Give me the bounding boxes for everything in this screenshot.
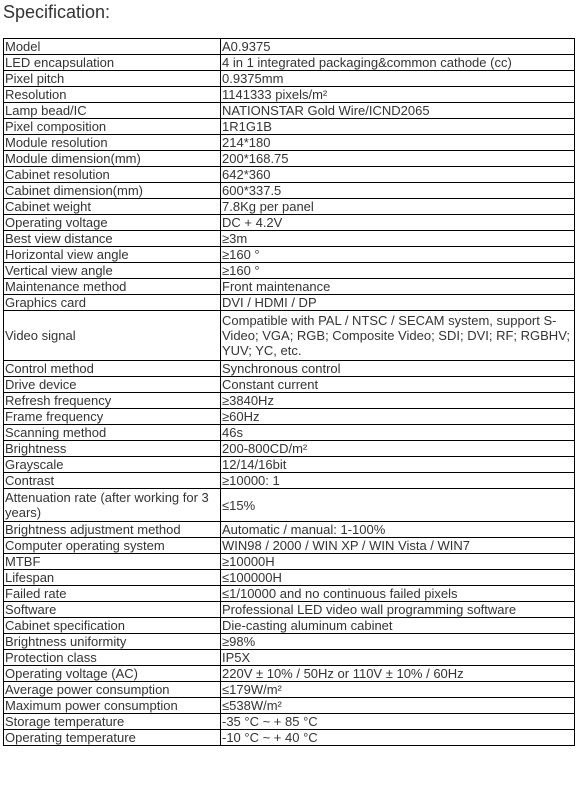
spec-value-cell: -35 °C ~ + 85 °C xyxy=(221,714,575,730)
spec-label-cell: Software xyxy=(4,602,221,618)
table-row xyxy=(4,151,575,167)
spec-value-cell: ≥160 ° xyxy=(221,263,575,279)
table-row xyxy=(4,87,575,103)
spec-label-cell: Drive device xyxy=(4,377,221,393)
specification-table xyxy=(3,38,575,746)
table-row xyxy=(4,666,575,682)
spec-value-cell: ≤15% xyxy=(221,489,575,522)
table-row xyxy=(4,167,575,183)
table-row xyxy=(4,119,575,135)
spec-value-cell: ≤1/10000 and no continuous failed pixels xyxy=(221,586,575,602)
spec-value-cell: ≤538W/m² xyxy=(221,698,575,714)
table-row xyxy=(4,199,575,215)
spec-value-cell: Die-casting aluminum cabinet xyxy=(221,618,575,634)
spec-label-cell: Refresh frequency xyxy=(4,393,221,409)
spec-label-cell: Cabinet weight xyxy=(4,199,221,215)
table-row xyxy=(4,311,575,361)
spec-value-cell: ≥10000: 1 xyxy=(221,473,575,489)
table-row xyxy=(4,730,575,746)
spec-value-cell: ≥160 ° xyxy=(221,247,575,263)
spec-label-cell: Control method xyxy=(4,361,221,377)
spec-value-cell: DC + 4.2V xyxy=(221,215,575,231)
spec-label-cell: LED encapsulation xyxy=(4,55,221,71)
spec-label-cell: Frame frequency xyxy=(4,409,221,425)
spec-value-cell: Constant current xyxy=(221,377,575,393)
table-row xyxy=(4,634,575,650)
spec-label-cell: Module dimension(mm) xyxy=(4,151,221,167)
spec-label-cell: Operating voltage xyxy=(4,215,221,231)
spec-value-cell: ≤179W/m² xyxy=(221,682,575,698)
spec-value-cell: ≥60Hz xyxy=(221,409,575,425)
spec-value-cell: A0.9375 xyxy=(221,39,575,55)
spec-value-cell: 214*180 xyxy=(221,135,575,151)
spec-label-cell: Maintenance method xyxy=(4,279,221,295)
spec-label-cell: Model xyxy=(4,39,221,55)
spec-value-cell: ≥3m xyxy=(221,231,575,247)
spec-label-cell: Attenuation rate (after working for 3 years) xyxy=(4,489,221,522)
specification-table-body xyxy=(4,39,575,746)
table-row xyxy=(4,522,575,538)
spec-value-cell: 4 in 1 integrated packaging&common cathode (cc) xyxy=(221,55,575,71)
table-row xyxy=(4,602,575,618)
table-row xyxy=(4,361,575,377)
spec-value-cell: 600*337.5 xyxy=(221,183,575,199)
spec-value-cell: 200*168.75 xyxy=(221,151,575,167)
table-row xyxy=(4,538,575,554)
spec-value-cell: 12/14/16bit xyxy=(221,457,575,473)
spec-value-cell: Front maintenance xyxy=(221,279,575,295)
spec-value-cell: Automatic / manual: 1-100% xyxy=(221,522,575,538)
spec-label-cell: Module resolution xyxy=(4,135,221,151)
table-row xyxy=(4,377,575,393)
spec-label-cell: Video signal xyxy=(4,311,221,361)
spec-label-cell: Maximum power consumption xyxy=(4,698,221,714)
table-row xyxy=(4,457,575,473)
spec-label-cell: Cabinet specification xyxy=(4,618,221,634)
spec-label-cell: MTBF xyxy=(4,554,221,570)
spec-value-cell: 7.8Kg per panel xyxy=(221,199,575,215)
table-row xyxy=(4,295,575,311)
spec-label-cell: Scanning method xyxy=(4,425,221,441)
table-row xyxy=(4,618,575,634)
table-row xyxy=(4,473,575,489)
spec-value-cell: ≥98% xyxy=(221,634,575,650)
spec-value-cell: 220V ± 10% / 50Hz or 110V ± 10% / 60Hz xyxy=(221,666,575,682)
spec-value-cell: ≥3840Hz xyxy=(221,393,575,409)
table-row xyxy=(4,279,575,295)
spec-value-cell: WIN98 / 2000 / WIN XP / WIN Vista / WIN7 xyxy=(221,538,575,554)
spec-label-cell: Graphics card xyxy=(4,295,221,311)
table-row xyxy=(4,247,575,263)
spec-label-cell: Operating voltage (AC) xyxy=(4,666,221,682)
spec-label-cell: Cabinet dimension(mm) xyxy=(4,183,221,199)
spec-label-cell: Failed rate xyxy=(4,586,221,602)
table-row xyxy=(4,682,575,698)
table-row xyxy=(4,570,575,586)
spec-value-cell: Compatible with PAL / NTSC / SECAM system, support S-Video; VGA; RGB; Composite Video; SDI; DVI; RF; RGBHV; YUV; YC, etc. xyxy=(221,311,575,361)
table-row xyxy=(4,135,575,151)
table-row xyxy=(4,650,575,666)
table-row xyxy=(4,39,575,55)
spec-label-cell: Lamp bead/IC xyxy=(4,103,221,119)
table-row xyxy=(4,714,575,730)
table-row xyxy=(4,263,575,279)
table-row xyxy=(4,215,575,231)
spec-value-cell: 0.9375mm xyxy=(221,71,575,87)
spec-label-cell: Pixel pitch xyxy=(4,71,221,87)
table-row xyxy=(4,586,575,602)
table-row xyxy=(4,393,575,409)
spec-value-cell: ≥10000H xyxy=(221,554,575,570)
table-row xyxy=(4,183,575,199)
spec-value-cell: NATIONSTAR Gold Wire/ICND2065 xyxy=(221,103,575,119)
spec-label-cell: Cabinet resolution xyxy=(4,167,221,183)
spec-value-cell: 46s xyxy=(221,425,575,441)
table-row xyxy=(4,71,575,87)
table-row xyxy=(4,554,575,570)
spec-label-cell: Brightness xyxy=(4,441,221,457)
table-row xyxy=(4,698,575,714)
spec-label-cell: Protection class xyxy=(4,650,221,666)
spec-label-cell: Contrast xyxy=(4,473,221,489)
spec-value-cell: Synchronous control xyxy=(221,361,575,377)
page-title: Specification: xyxy=(3,2,111,22)
table-row xyxy=(4,489,575,522)
table-row xyxy=(4,103,575,119)
spec-value-cell: 642*360 xyxy=(221,167,575,183)
table-row xyxy=(4,441,575,457)
table-row xyxy=(4,409,575,425)
spec-label-cell: Computer operating system xyxy=(4,538,221,554)
spec-label-cell: Lifespan xyxy=(4,570,221,586)
spec-label-cell: Brightness uniformity xyxy=(4,634,221,650)
spec-label-cell: Horizontal view angle xyxy=(4,247,221,263)
table-row xyxy=(4,231,575,247)
spec-value-cell: 1141333 pixels/m² xyxy=(221,87,575,103)
spec-label-cell: Vertical view angle xyxy=(4,263,221,279)
spec-label-cell: Best view distance xyxy=(4,231,221,247)
spec-label-cell: Storage temperature xyxy=(4,714,221,730)
table-row xyxy=(4,55,575,71)
spec-value-cell: -10 °C ~ + 40 °C xyxy=(221,730,575,746)
spec-label-cell: Grayscale xyxy=(4,457,221,473)
spec-label-cell: Operating temperature xyxy=(4,730,221,746)
spec-value-cell: DVI / HDMI / DP xyxy=(221,295,575,311)
spec-value-cell: 1R1G1B xyxy=(221,119,575,135)
table-row xyxy=(4,425,575,441)
spec-value-cell: 200-800CD/m² xyxy=(221,441,575,457)
spec-label-cell: Brightness adjustment method xyxy=(4,522,221,538)
spec-label-cell: Resolution xyxy=(4,87,221,103)
spec-label-cell: Average power consumption xyxy=(4,682,221,698)
spec-label-cell: Pixel composition xyxy=(4,119,221,135)
spec-value-cell: IP5X xyxy=(221,650,575,666)
spec-value-cell: Professional LED video wall programming software xyxy=(221,602,575,618)
spec-value-cell: ≤100000H xyxy=(221,570,575,586)
